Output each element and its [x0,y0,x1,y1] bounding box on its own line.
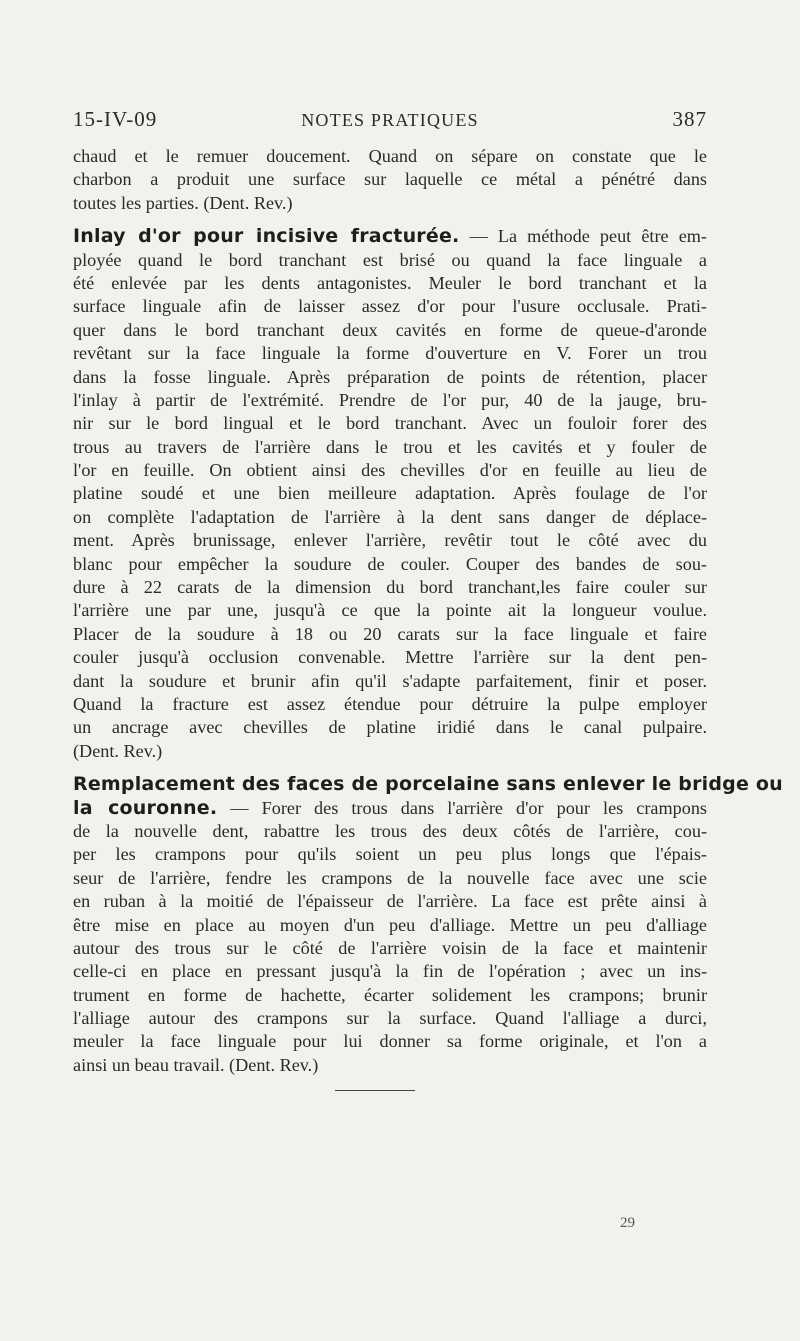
header-title: NOTES PRATIQUES [301,110,479,130]
text-line: l'inlay à partir de l'extrémité. Prendre de l'or pur, 40 de la jauge, bru- [73,389,707,410]
text-line: autour des trous sur le côté de l'arrière voisin de la face et maintenir [73,937,707,958]
text-line: être mise en place au moyen d'un peu d'alliage. Mettre un peu d'alliage [73,914,707,935]
paragraph-remplacement [73,773,783,1077]
header-date: 15-IV-09 [73,107,158,131]
text-line: on complète l'adaptation de l'arrière à la dent sans danger de déplace- [73,506,707,527]
text-fragment: — La méthode peut être em- [459,226,707,247]
text-line: charbon a produit une surface sur laquelle ce métal a pénétré dans [73,169,707,190]
paragraph-continuation [73,145,707,215]
text-line: seur de l'arrière, fendre les crampons de la nouvelle face avec une scie [73,867,707,888]
section-heading-inlay: Inlay d'or pour incisive fracturée. [73,225,460,248]
text-line: trous au travers de l'arrière dans le trou et les cavités et y fouler de [73,436,707,457]
text-line: l'or en feuille. On obtient ainsi des chevilles d'or en feuille au lieu de [73,460,707,481]
text-line: de la nouvelle dent, rabattre les trous des deux côtés de l'arrière, cou- [73,820,707,841]
section-heading-text: Remplacement des faces de porcelaine sans enlever le bridge ou [73,773,783,796]
text-line: ainsi un beau travail. (Dent. Rev.) [73,1054,319,1075]
text-line-with-heading [73,797,707,820]
text-line: meuler la face linguale pour lui donner sa forme originale, et l'on a [73,1031,707,1052]
page-number: 387 [672,107,707,131]
text-line: Placer de la soudure à 18 ou 20 carats sur la face linguale et faire [73,623,707,644]
text-line: un ancrage avec chevilles de platine iridié dans le canal pulpaire. [73,717,707,738]
text-line: Quand la fracture est assez étendue pour détruire la pulpe employer [73,693,707,714]
text-line: l'alliage autour des crampons sur la surface. Quand l'alliage a durci, [73,1008,707,1029]
text-line: surface linguale afin de laisser assez d'or pour l'usure occlusale. Prati- [73,296,707,317]
page-header [73,107,707,139]
text-line: blanc pour empêcher la soudure de couler. Couper des bandes de sou- [73,553,707,574]
article-body [73,145,783,1077]
text-line: trument en forme de hachette, écarter solidement les crampons; brunir [73,984,707,1005]
text-line: couler jusqu'à occlusion convenable. Mettre l'arrière sur la dent pen- [73,647,707,668]
text-line-with-heading [73,225,707,248]
text-line: dant la soudure et brunir afin qu'il s'adapte parfaitement, finir et poser. [73,670,707,691]
text-line: toutes les parties. (Dent. Rev.) [73,192,293,213]
text-line: l'arrière une par une, jusqu'à ce que la pointe ait la longueur voulue. [73,600,707,621]
text-line: dure à 22 carats de la dimension du bord tranchant,les faire couler sur [73,577,707,598]
section-heading-remplacement-line1 [73,773,783,796]
text-line: en ruban à la moitié de l'épaisseur de l'arrière. La face est prête ainsi à [73,891,707,912]
text-line: per les crampons pour qu'ils soient un peu plus longs que l'épais- [73,844,707,865]
paragraph-inlay [73,225,707,763]
section-heading-remplacement-line2: la couronne. [73,796,218,819]
text-line: ployée quand le bord tranchant est brisé ou quand la face linguale a [73,249,707,270]
text-line: chaud et le remuer doucement. Quand on sépare on constate que le [73,146,707,166]
text-line: platine soudé et une bien meilleure adaptation. Après foulage de l'or [73,483,707,504]
signature-mark: 29 [620,1215,635,1231]
text-line: celle-ci en place en pressant jusqu'à la fin de l'opération ; avec un ins- [73,961,707,982]
text-line: quer dans le bord tranchant deux cavités en forme de queue-d'aronde [73,319,707,340]
text-line: dans la fosse linguale. Après préparation de points de rétention, placer [73,366,707,387]
text-line: été enlevée par les dents antagonistes. Meuler le bord tranchant et la [73,272,707,293]
text-fragment: — Forer des trous dans l'arrière d'or pour les crampons [217,797,707,818]
text-line: (Dent. Rev.) [73,740,163,761]
text-line: nir sur le bord lingual et le bord tranchant. Avec un fouloir forer des [73,413,707,434]
text-line: ment. Après brunissage, enlever l'arrière, revêtir tout le côté avec du [73,530,707,551]
end-rule [335,1090,415,1091]
text-line: revêtant sur la face linguale la forme d'ouverture en V. Forer un trou [73,343,707,364]
